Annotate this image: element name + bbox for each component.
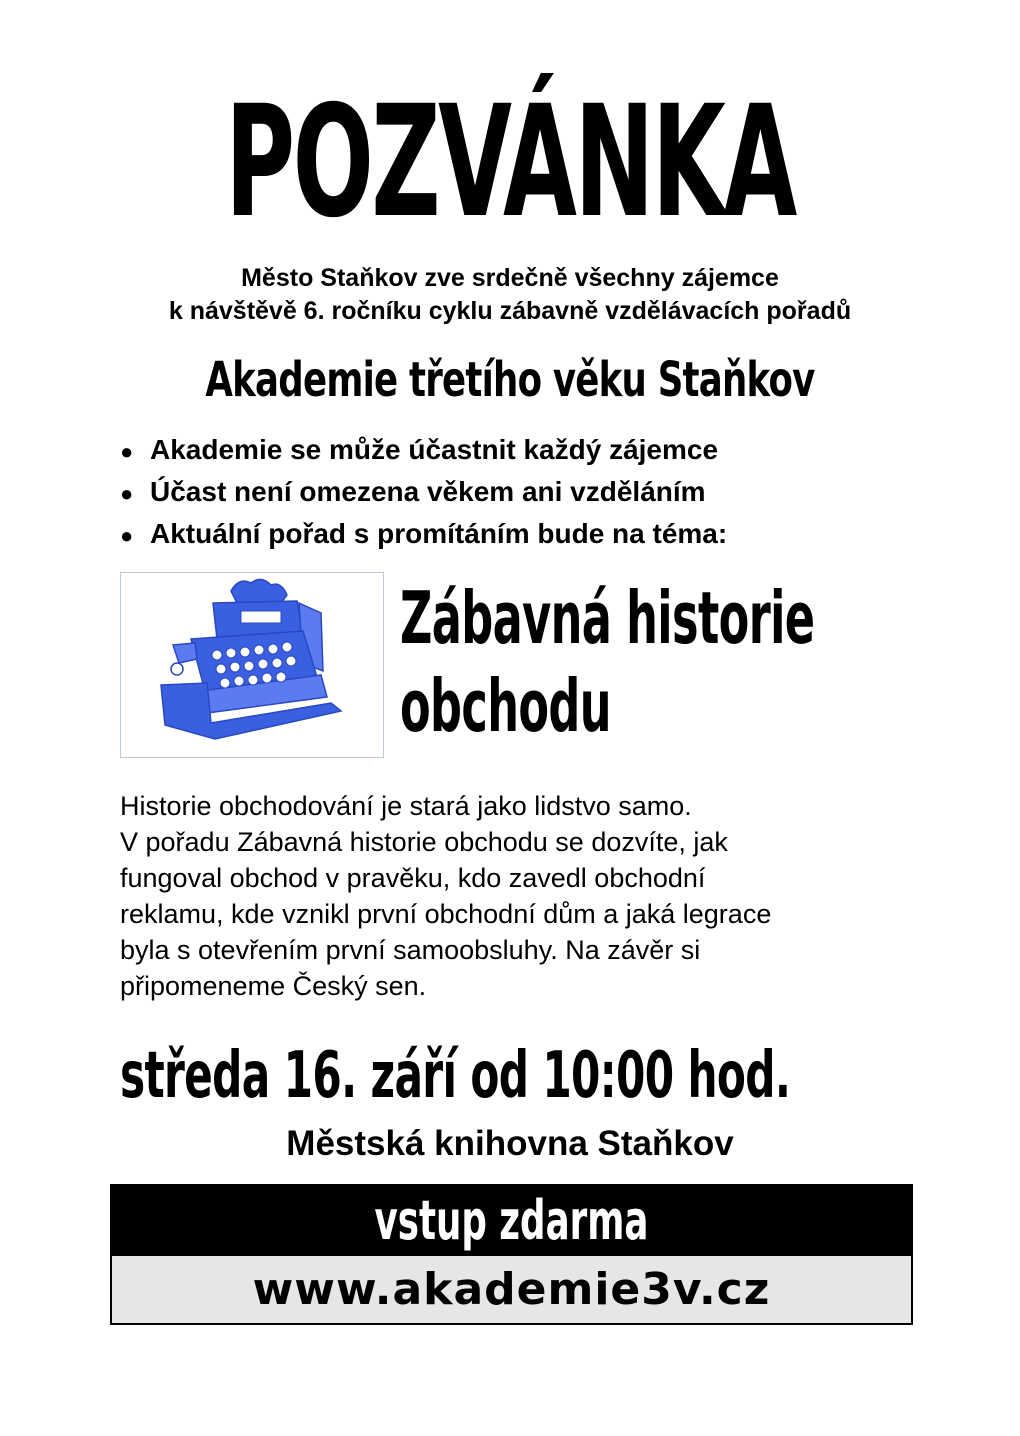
intro-line-1: Město Staňkov zve srdečně všechny zájemce [241,264,779,292]
cash-register-icon [121,573,383,757]
topic-line-2: obchodu [400,664,611,748]
website-link[interactable]: www.akademie3v.cz [112,1256,911,1323]
poster-headline: POZVÁNKA [225,73,795,252]
info-bullet-list [120,430,727,556]
bullet-text: Akademie se může účastnit každý zájemce [150,434,719,465]
event-date-time: středa 16. září od 10:00 hod. [120,1039,791,1113]
intro-line-2: k návštěvě 6. ročníku cyklu zábavně vzdělávacích pořadů [168,297,852,325]
bullet-text: Aktuální pořad s promítáním bude na téma: [150,518,728,549]
bullet-icon: ● [120,439,134,464]
admission-banner [112,1186,911,1256]
bullet-item [120,514,727,556]
bullet-text: Účast není omezena věkem ani vzděláním [150,476,706,507]
program-title: Akademie třetího věku Staňkov [205,352,815,408]
description-line: V pořadu Zábavná historie obchodu se dozvíte, jak [120,827,728,857]
topic-line-1: Zábavná historie [400,576,815,660]
footer-box [110,1184,913,1325]
description-line: připomeneme Český sen. [120,971,427,1001]
bullet-icon: ● [120,481,134,506]
cash-register-illustration [120,572,384,758]
program-description [120,788,940,1004]
bullet-icon: ● [120,523,134,548]
description-line: Historie obchodování je stará jako lidstvo samo. [120,791,692,821]
admission-text: vstup zdarma [374,1189,649,1252]
description-line: reklamu, kde vznikl první obchodní dům a jaká legrace [120,899,772,929]
program-topic [400,574,896,750]
bullet-item [120,472,727,514]
description-line: byla s otevřením první samoobsluhy. Na závěr si [120,935,701,965]
invitation-intro [0,262,1020,328]
event-venue: Městská knihovna Staňkov [286,1124,734,1163]
bullet-item [120,430,727,472]
description-line: fungoval obchod v pravěku, kdo zavedl obchodní [120,863,706,893]
